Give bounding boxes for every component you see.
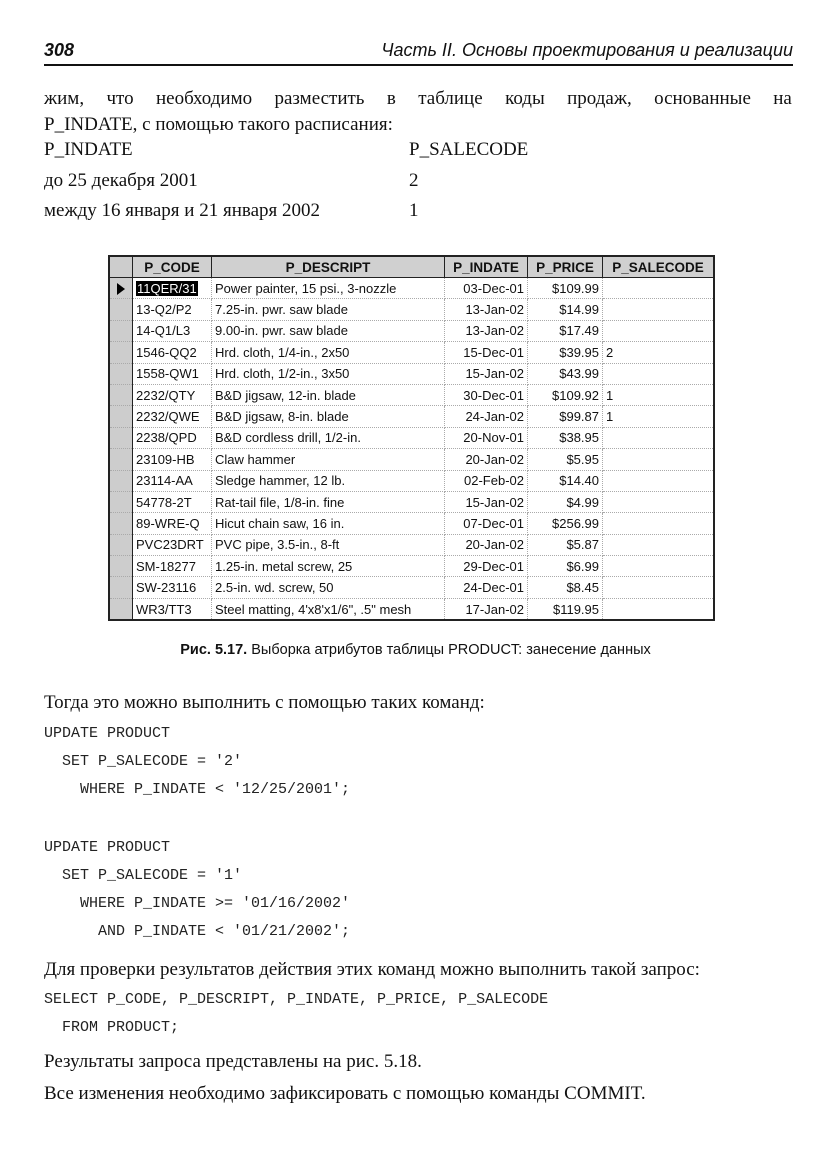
cell-text: 15-Dec-01 [463, 344, 524, 360]
cell-p-price[interactable] [528, 342, 603, 363]
running-title: Часть II. Основы проектирования и реализации [381, 40, 793, 60]
current-row-arrow-icon [117, 283, 125, 295]
cell-text: $4.99 [566, 494, 599, 510]
table-row[interactable] [109, 342, 714, 363]
cell-p-salecode[interactable] [603, 278, 715, 299]
cell-p-indate[interactable] [445, 449, 528, 470]
intro-paragraph [44, 86, 792, 138]
table-row[interactable] [109, 577, 714, 598]
cell-text: 1546-QQ2 [136, 344, 197, 360]
row-selector[interactable] [109, 577, 133, 598]
intro-word: продаж, [567, 88, 632, 109]
cell-text: 13-Jan-02 [465, 302, 524, 318]
cell-text: 20-Jan-02 [465, 537, 524, 553]
cell-p-code[interactable] [133, 556, 212, 577]
cell-text: Steel matting, 4'x8'x1/6", .5" mesh [215, 601, 412, 617]
cell-p-price[interactable] [528, 278, 603, 299]
cell-text: $38.95 [559, 430, 599, 446]
table-row[interactable] [109, 384, 714, 405]
table-row[interactable] [109, 470, 714, 491]
cell-p-code[interactable] [133, 320, 212, 341]
cell-p-code[interactable] [133, 491, 212, 512]
schedule-row [44, 200, 419, 222]
code-line: SET P_SALECODE = '2' [44, 753, 243, 770]
cell-p-salecode[interactable] [603, 427, 715, 448]
intro-line-1 [44, 86, 792, 112]
intro-word: необходимо [155, 88, 253, 109]
cell-p-price[interactable] [528, 449, 603, 470]
cell-text: 23114-AA [136, 473, 193, 489]
table-row[interactable] [109, 278, 714, 299]
cell-p-indate[interactable] [445, 598, 528, 620]
cell-p-salecode[interactable] [603, 598, 715, 620]
row-selector[interactable] [109, 278, 133, 299]
cell-p-salecode[interactable] [603, 299, 715, 320]
row-selector[interactable] [109, 384, 133, 405]
cell-p-price[interactable] [528, 598, 603, 620]
table-row[interactable] [109, 513, 714, 534]
intro-word: коды [505, 88, 545, 109]
cell-text: $6.99 [566, 558, 599, 574]
cell-p-descript[interactable] [212, 384, 445, 405]
column-header: P_INDATE [445, 256, 528, 278]
cell-text: 7.25-in. pwr. saw blade [215, 302, 348, 318]
text-results: Результаты запроса представлены на рис. 5.18. [44, 1051, 422, 1072]
cell-text: PVC pipe, 3.5-in., 8-ft [215, 537, 340, 553]
code-line: UPDATE PRODUCT [44, 839, 171, 856]
cell-text: B&D jigsaw, 8-in. blade [215, 409, 349, 425]
cell-p-descript[interactable] [212, 577, 445, 598]
cell-p-price[interactable] [528, 406, 603, 427]
cell-p-code[interactable] [133, 577, 212, 598]
table-row[interactable] [109, 299, 714, 320]
cell-p-descript[interactable] [212, 406, 445, 427]
cell-p-salecode[interactable] [603, 556, 715, 577]
cell-p-descript[interactable] [212, 363, 445, 384]
cell-p-code[interactable] [133, 299, 212, 320]
cell-text: 17-Jan-02 [465, 601, 524, 617]
cell-p-descript[interactable] [212, 427, 445, 448]
cell-p-price[interactable] [528, 556, 603, 577]
column-header: P_CODE [133, 256, 212, 278]
table-row[interactable] [109, 406, 714, 427]
cell-p-salecode[interactable] [603, 342, 715, 363]
cell-p-indate[interactable] [445, 299, 528, 320]
cell-p-code[interactable] [133, 470, 212, 491]
cell-text: $39.95 [559, 344, 599, 360]
intro-word: таблице [418, 88, 483, 109]
cell-text: 1 [606, 409, 614, 425]
cell-p-code[interactable] [133, 427, 212, 448]
text-after-figure: Тогда это можно выполнить с помощью таких команд: [44, 692, 485, 713]
cell-text: $17.49 [559, 323, 599, 339]
row-selector[interactable] [109, 406, 133, 427]
cell-text: 9.00-in. pwr. saw blade [215, 323, 348, 339]
row-selector[interactable] [109, 598, 133, 620]
figure-label: Рис. 5.17. [180, 642, 248, 658]
cell-text: 20-Nov-01 [463, 430, 524, 446]
cell-p-price[interactable] [528, 470, 603, 491]
cell-p-indate[interactable] [445, 384, 528, 405]
table-row[interactable] [109, 556, 714, 577]
table-row[interactable] [109, 534, 714, 555]
row-selector[interactable] [109, 556, 133, 577]
cell-text: Hrd. cloth, 1/2-in., 3x50 [215, 366, 350, 382]
cell-p-price[interactable] [528, 299, 603, 320]
cell-p-code[interactable] [133, 363, 212, 384]
cell-text: Claw hammer [215, 451, 296, 467]
cell-text: 2238/QPD [136, 430, 197, 446]
sql-select [44, 986, 548, 1042]
column-header: P_DESCRIPT [212, 256, 445, 278]
cell-text: $119.95 [552, 601, 599, 617]
cell-text: Hrd. cloth, 1/4-in., 2x50 [215, 344, 350, 360]
row-selector[interactable] [109, 449, 133, 470]
cell-p-price[interactable] [528, 577, 603, 598]
cell-text: $43.99 [559, 366, 599, 382]
cell-p-indate[interactable] [445, 534, 528, 555]
product-table [108, 255, 715, 621]
cell-text: $109.92 [552, 387, 599, 403]
table-body [109, 278, 714, 621]
cell-p-salecode[interactable] [603, 513, 715, 534]
row-selector[interactable] [109, 342, 133, 363]
schedule-header-row [44, 139, 529, 161]
schedule-code: 2 [409, 170, 419, 191]
cell-text: $5.95 [566, 451, 599, 467]
cell-p-descript[interactable] [212, 449, 445, 470]
code-line: SET P_SALECODE = '1' [44, 867, 243, 884]
figure-caption [0, 642, 831, 658]
code-line: FROM PRODUCT; [44, 1019, 180, 1036]
row-selector[interactable] [109, 491, 133, 512]
cell-text: 2.5-in. wd. screw, 50 [215, 580, 334, 596]
cell-text: SW-23116 [136, 580, 197, 596]
cell-text: 1 [606, 387, 614, 403]
cell-text: 29-Dec-01 [463, 558, 524, 574]
cell-p-indate[interactable] [445, 577, 528, 598]
column-header: P_SALECODE [603, 256, 715, 278]
intro-word: что [106, 88, 134, 109]
cell-p-descript[interactable] [212, 320, 445, 341]
cell-text: B&D jigsaw, 12-in. blade [215, 387, 356, 403]
cell-p-salecode[interactable] [603, 320, 715, 341]
code-line: WHERE P_INDATE >= '01/16/2002' [44, 895, 351, 912]
cell-text: 15-Jan-02 [465, 366, 524, 382]
intro-line-2: P_INDATE, с помощью такого расписания: [44, 114, 393, 135]
cell-text: 30-Dec-01 [463, 387, 524, 403]
cell-text: Sledge hammer, 12 lb. [215, 473, 346, 489]
schedule-header-salecode: P_SALECODE [409, 139, 529, 160]
schedule-period: до 25 декабря 2001 [44, 170, 198, 191]
cell-text: 03-Dec-01 [463, 280, 524, 296]
row-selector[interactable] [109, 534, 133, 555]
cell-p-descript[interactable] [212, 278, 445, 299]
cell-text: $99.87 [559, 409, 599, 425]
cell-text: $14.40 [559, 473, 599, 489]
cell-text: 13-Q2/P2 [136, 302, 192, 318]
cell-text: 15-Jan-02 [465, 494, 524, 510]
cell-p-descript[interactable] [212, 470, 445, 491]
text-commit: Все изменения необходимо зафиксировать с помощью команды COMMIT. [44, 1083, 646, 1104]
cell-p-descript[interactable] [212, 534, 445, 555]
cell-p-indate[interactable] [445, 427, 528, 448]
page-header [44, 38, 793, 66]
cell-p-salecode[interactable] [603, 491, 715, 512]
cell-p-code[interactable] [133, 406, 212, 427]
cell-text: 20-Jan-02 [465, 451, 524, 467]
row-selector[interactable] [109, 299, 133, 320]
cell-p-price[interactable] [528, 384, 603, 405]
cell-text: $14.99 [559, 302, 599, 318]
cell-p-code[interactable] [133, 449, 212, 470]
intro-word: основанные [654, 88, 751, 109]
cell-p-indate[interactable] [445, 363, 528, 384]
table-header-row [109, 256, 714, 278]
code-line: WHERE P_INDATE < '12/25/2001'; [44, 781, 351, 798]
cell-p-indate[interactable] [445, 278, 528, 299]
code-line: AND P_INDATE < '01/21/2002'; [44, 923, 351, 940]
cell-p-salecode[interactable] [603, 406, 715, 427]
cell-text: 11QER/31 [137, 280, 197, 296]
cell-p-code[interactable] [133, 534, 212, 555]
table-row[interactable] [109, 449, 714, 470]
cell-p-indate[interactable] [445, 342, 528, 363]
code-line: SELECT P_CODE, P_DESCRIPT, P_INDATE, P_PRICE, P_SALECODE [44, 991, 549, 1008]
cell-text: 14-Q1/L3 [136, 323, 191, 339]
cell-text: Hicut chain saw, 16 in. [215, 515, 345, 531]
cell-text: Rat-tail file, 1/8-in. fine [215, 494, 345, 510]
table-row[interactable] [109, 363, 714, 384]
cell-p-indate[interactable] [445, 556, 528, 577]
row-selector-header [109, 256, 133, 278]
intro-word: жим, [44, 88, 85, 109]
cell-text: 2232/QWE [136, 409, 200, 425]
cell-p-indate[interactable] [445, 513, 528, 534]
cell-text: 1558-QW1 [136, 366, 199, 382]
cell-text: 2 [606, 344, 614, 360]
cell-p-code[interactable] [133, 598, 212, 620]
cell-text: Power painter, 15 psi., 3-nozzle [215, 280, 397, 296]
cell-p-price[interactable] [528, 363, 603, 384]
cell-p-code[interactable] [133, 342, 212, 363]
cell-text: $256.99 [552, 515, 599, 531]
cell-text: $8.45 [566, 580, 599, 596]
cell-p-indate[interactable] [445, 320, 528, 341]
table-row[interactable] [109, 598, 714, 620]
cell-text: $5.87 [566, 537, 599, 553]
table-row[interactable] [109, 427, 714, 448]
cell-p-salecode[interactable] [603, 534, 715, 555]
cell-p-price[interactable] [528, 320, 603, 341]
cell-p-descript[interactable] [212, 342, 445, 363]
cell-text: PVC23DRT [136, 537, 204, 553]
row-selector[interactable] [109, 320, 133, 341]
cell-p-indate[interactable] [445, 470, 528, 491]
cell-p-price[interactable] [528, 427, 603, 448]
cell-p-descript[interactable] [212, 556, 445, 577]
cell-text: WR3/TT3 [136, 601, 192, 617]
cell-p-salecode[interactable] [603, 449, 715, 470]
row-selector[interactable] [109, 427, 133, 448]
table-row[interactable] [109, 320, 714, 341]
cell-text: $109.99 [552, 280, 599, 296]
cell-text: 54778-2T [136, 494, 192, 510]
schedule-header-indate: P_INDATE [44, 139, 133, 160]
row-selector[interactable] [109, 470, 133, 491]
schedule-code: 1 [409, 200, 419, 221]
sql-update-2 [44, 834, 350, 946]
text-check: Для проверки результатов действия этих команд можно выполнить такой запрос: [44, 959, 700, 980]
cell-p-price[interactable] [528, 513, 603, 534]
cell-p-indate[interactable] [445, 406, 528, 427]
cell-text: 2232/QTY [136, 387, 196, 403]
cell-text: 02-Feb-02 [464, 473, 524, 489]
code-line: UPDATE PRODUCT [44, 725, 171, 742]
cell-text: B&D cordless drill, 1/2-in. [215, 430, 361, 446]
cell-p-price[interactable] [528, 491, 603, 512]
cell-p-descript[interactable] [212, 491, 445, 512]
column-header: P_PRICE [528, 256, 603, 278]
cell-p-salecode[interactable] [603, 577, 715, 598]
figure-caption-text: Выборка атрибутов таблицы PRODUCT: занесение данных [251, 642, 651, 658]
cell-text: 23109-HB [136, 451, 195, 467]
cell-text: 89-WRE-Q [136, 515, 200, 531]
cell-p-code[interactable] [133, 384, 212, 405]
cell-text: 1.25-in. metal screw, 25 [215, 558, 353, 574]
cell-p-code[interactable] [133, 513, 212, 534]
intro-word: в [386, 88, 396, 109]
cell-p-indate[interactable] [445, 491, 528, 512]
intro-word: на [773, 88, 792, 109]
cell-p-price[interactable] [528, 534, 603, 555]
cell-p-salecode[interactable] [603, 384, 715, 405]
cell-text: 13-Jan-02 [465, 323, 524, 339]
schedule-period: между 16 января и 21 января 2002 [44, 200, 321, 221]
row-selector[interactable] [109, 513, 133, 534]
table-row[interactable] [109, 491, 714, 512]
row-selector[interactable] [109, 363, 133, 384]
page-number: 308 [44, 40, 75, 60]
cell-p-salecode[interactable] [603, 363, 715, 384]
cell-text: SM-18277 [136, 558, 196, 574]
schedule-row [44, 170, 419, 192]
cell-p-descript[interactable] [212, 513, 445, 534]
cell-p-salecode[interactable] [603, 470, 715, 491]
cell-p-descript[interactable] [212, 598, 445, 620]
sql-update-1 [44, 720, 350, 804]
cell-text: 24-Dec-01 [463, 580, 524, 596]
cell-text: 24-Jan-02 [465, 409, 524, 425]
cell-p-descript[interactable] [212, 299, 445, 320]
intro-word: разместить [274, 88, 365, 109]
cell-text: 07-Dec-01 [463, 515, 524, 531]
cell-p-code[interactable] [133, 278, 212, 299]
